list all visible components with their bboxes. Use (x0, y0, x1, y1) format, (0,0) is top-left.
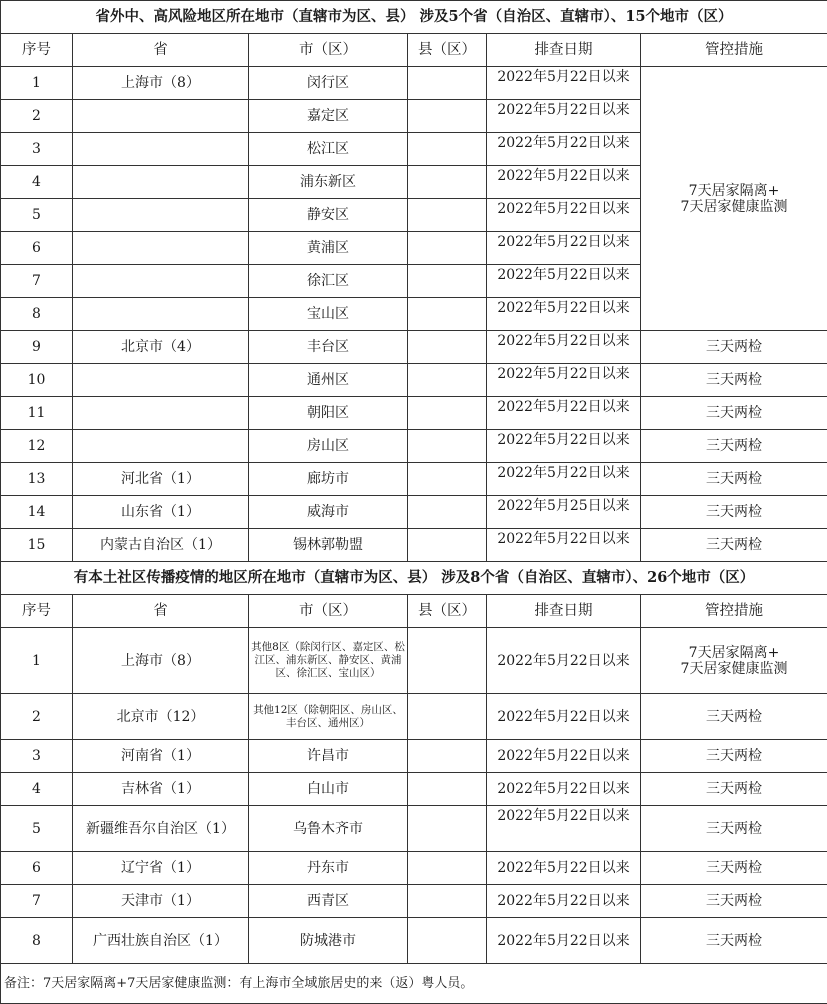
table-row (1, 918, 827, 964)
city-cell: 嘉定区 (249, 100, 408, 133)
column-header: 序号 (1, 34, 73, 67)
row-number: 6 (1, 852, 73, 885)
row-number: 8 (1, 918, 73, 964)
county-cell (408, 918, 487, 964)
county-cell (408, 463, 487, 496)
measure-cell (641, 628, 827, 694)
city-cell: 许昌市 (249, 740, 408, 773)
row-number: 3 (1, 740, 73, 773)
row-number: 14 (1, 496, 73, 529)
province-cell: 辽宁省（1） (73, 852, 249, 885)
date-cell: 2022年5月22日以来 (487, 265, 641, 298)
city-cell: 廊坊市 (249, 463, 408, 496)
column-header: 省 (73, 34, 249, 67)
measure-cell-merged (641, 67, 827, 331)
county-cell (408, 694, 487, 740)
date-cell: 2022年5月22日以来 (487, 430, 641, 463)
row-number: 15 (1, 529, 73, 562)
table-row (1, 773, 827, 806)
city-cell: 其他12区（除朝阳区、房山区、丰台区、通州区） (249, 694, 408, 740)
table-row (1, 852, 827, 885)
column-header: 排查日期 (487, 595, 641, 628)
row-number: 2 (1, 100, 73, 133)
date-cell: 2022年5月22日以来 (487, 806, 641, 852)
row-number: 7 (1, 885, 73, 918)
row-number: 4 (1, 166, 73, 199)
city-cell: 威海市 (249, 496, 408, 529)
section-title-row (1, 562, 827, 595)
date-cell: 2022年5月22日以来 (487, 298, 641, 331)
province-cell (73, 298, 249, 331)
row-number: 9 (1, 331, 73, 364)
section-title-row (1, 1, 827, 34)
table-row (1, 529, 827, 562)
city-cell: 通州区 (249, 364, 408, 397)
measure-cell (641, 885, 827, 918)
column-header: 市（区） (249, 34, 408, 67)
measure-cell: 三天两检 (641, 529, 827, 562)
row-number: 2 (1, 694, 73, 740)
row-number: 8 (1, 298, 73, 331)
county-cell (408, 298, 487, 331)
column-header: 排查日期 (487, 34, 641, 67)
table-row (1, 430, 827, 463)
province-cell (73, 430, 249, 463)
section1-title: 省外中、高风险地区所在地市（直辖市为区、县） 涉及5个省（自治区、直辖市）、15个地市（区） (1, 1, 827, 34)
measure-cell: 三天两检 (641, 463, 827, 496)
city-cell: 房山区 (249, 430, 408, 463)
province-cell: 新疆维吾尔自治区（1） (73, 806, 249, 852)
row-number: 1 (1, 67, 73, 100)
date-cell: 2022年5月22日以来 (487, 67, 641, 100)
table-row (1, 331, 827, 364)
table-row (1, 397, 827, 430)
province-cell: 吉林省（1） (73, 773, 249, 806)
date-cell: 2022年5月22日以来 (487, 364, 641, 397)
row-number: 1 (1, 628, 73, 694)
column-header: 序号 (1, 595, 73, 628)
province-cell: 河南省（1） (73, 740, 249, 773)
date-cell: 2022年5月22日以来 (487, 852, 641, 885)
date-cell: 2022年5月22日以来 (487, 628, 641, 694)
measure-line: 三天两检 (706, 820, 762, 837)
date-cell: 2022年5月22日以来 (487, 166, 641, 199)
row-number: 4 (1, 773, 73, 806)
measure-line: 7天居家健康监测 (680, 198, 788, 215)
row-number: 10 (1, 364, 73, 397)
county-cell (408, 397, 487, 430)
province-cell: 河北省（1） (73, 463, 249, 496)
city-cell: 松江区 (249, 133, 408, 166)
city-cell: 丰台区 (249, 331, 408, 364)
county-cell (408, 628, 487, 694)
measure-cell (641, 773, 827, 806)
province-cell: 内蒙古自治区（1） (73, 529, 249, 562)
province-cell (73, 100, 249, 133)
city-cell: 闵行区 (249, 67, 408, 100)
province-cell (73, 133, 249, 166)
measure-cell (641, 852, 827, 885)
table-row (1, 694, 827, 740)
county-cell (408, 364, 487, 397)
row-number: 7 (1, 265, 73, 298)
province-cell: 山东省（1） (73, 496, 249, 529)
row-number: 13 (1, 463, 73, 496)
section2-title: 有本土社区传播疫情的地区所在地市（直辖市为区、县） 涉及8个省（自治区、直辖市）、26个地市（区） (1, 562, 827, 595)
table-row (1, 806, 827, 852)
province-cell: 广西壮族自治区（1） (73, 918, 249, 964)
date-cell: 2022年5月25日以来 (487, 496, 641, 529)
city-cell: 黄浦区 (249, 232, 408, 265)
row-number: 6 (1, 232, 73, 265)
date-cell: 2022年5月22日以来 (487, 694, 641, 740)
table-row (1, 496, 827, 529)
province-cell (73, 364, 249, 397)
date-cell: 2022年5月22日以来 (487, 773, 641, 806)
province-cell: 北京市（4） (73, 331, 249, 364)
city-cell: 徐汇区 (249, 265, 408, 298)
row-number: 5 (1, 806, 73, 852)
county-cell (408, 773, 487, 806)
date-cell: 2022年5月22日以来 (487, 740, 641, 773)
city-cell: 静安区 (249, 199, 408, 232)
table-row (1, 463, 827, 496)
header-row (1, 34, 827, 67)
county-cell (408, 885, 487, 918)
county-cell (408, 199, 487, 232)
measure-line: 三天两检 (706, 860, 762, 876)
measure-cell: 三天两检 (641, 397, 827, 430)
date-cell: 2022年5月22日以来 (487, 463, 641, 496)
city-cell: 防城港市 (249, 918, 408, 964)
measure-cell (641, 806, 827, 852)
measure-cell (641, 694, 827, 740)
table-row (1, 364, 827, 397)
date-cell: 2022年5月22日以来 (487, 100, 641, 133)
column-header: 县（区） (408, 34, 487, 67)
city-cell: 浦东新区 (249, 166, 408, 199)
date-cell: 2022年5月22日以来 (487, 133, 641, 166)
header-row (1, 595, 827, 628)
city-cell: 锡林郭勒盟 (249, 529, 408, 562)
date-cell: 2022年5月22日以来 (487, 232, 641, 265)
note-row (1, 964, 827, 1004)
county-cell (408, 852, 487, 885)
row-number: 11 (1, 397, 73, 430)
table-row (1, 740, 827, 773)
city-cell: 宝山区 (249, 298, 408, 331)
date-cell: 2022年5月22日以来 (487, 199, 641, 232)
table-row (1, 885, 827, 918)
city-cell: 西青区 (249, 885, 408, 918)
date-cell: 2022年5月22日以来 (487, 397, 641, 430)
table-row (1, 67, 827, 100)
province-cell: 北京市（12） (73, 694, 249, 740)
county-cell (408, 265, 487, 298)
city-cell: 白山市 (249, 773, 408, 806)
county-cell (408, 133, 487, 166)
measure-cell (641, 740, 827, 773)
city-cell: 朝阳区 (249, 397, 408, 430)
measure-line: 三天两检 (706, 748, 762, 764)
table-body (1, 1, 827, 1004)
province-cell (73, 397, 249, 430)
province-cell (73, 265, 249, 298)
county-cell (408, 430, 487, 463)
county-cell (408, 166, 487, 199)
measure-line: 三天两检 (706, 781, 762, 797)
column-header: 管控措施 (641, 595, 827, 628)
measure-line: 三天两检 (706, 932, 762, 949)
county-cell (408, 740, 487, 773)
measure-line: 三天两检 (706, 893, 762, 909)
county-cell (408, 100, 487, 133)
date-cell: 2022年5月22日以来 (487, 885, 641, 918)
column-header: 省 (73, 595, 249, 628)
city-cell: 其他8区（除闵行区、嘉定区、松江区、浦东新区、静安区、黄浦区、徐汇区、宝山区） (249, 628, 408, 694)
measure-cell (641, 918, 827, 964)
county-cell (408, 232, 487, 265)
measure-cell: 三天两检 (641, 331, 827, 364)
city-cell: 乌鲁木齐市 (249, 806, 408, 852)
county-cell (408, 496, 487, 529)
footnote: 备注：7天居家隔离+7天居家健康监测：有上海市全域旅居史的来（返）粤人员。 (1, 964, 827, 1004)
row-number: 5 (1, 199, 73, 232)
county-cell (408, 529, 487, 562)
province-cell (73, 232, 249, 265)
table-row (1, 628, 827, 694)
column-header: 管控措施 (641, 34, 827, 67)
measure-line: 7天居家健康监测 (680, 660, 788, 677)
province-cell: 上海市（8） (73, 67, 249, 100)
date-cell: 2022年5月22日以来 (487, 529, 641, 562)
measure-cell: 三天两检 (641, 430, 827, 463)
county-cell (408, 67, 487, 100)
province-cell: 天津市（1） (73, 885, 249, 918)
city-cell: 丹东市 (249, 852, 408, 885)
province-cell: 上海市（8） (73, 628, 249, 694)
province-cell (73, 166, 249, 199)
date-cell: 2022年5月22日以来 (487, 331, 641, 364)
measure-cell: 三天两检 (641, 496, 827, 529)
county-cell (408, 331, 487, 364)
row-number: 12 (1, 430, 73, 463)
county-cell (408, 806, 487, 852)
measure-line: 三天两检 (706, 708, 762, 725)
column-header: 县（区） (408, 595, 487, 628)
row-number: 3 (1, 133, 73, 166)
measure-cell: 三天两检 (641, 364, 827, 397)
measure-line: 7天居家隔离+ (688, 644, 780, 661)
date-cell: 2022年5月22日以来 (487, 918, 641, 964)
province-cell (73, 199, 249, 232)
column-header: 市（区） (249, 595, 408, 628)
measure-line: 7天居家隔离+ (688, 182, 780, 199)
